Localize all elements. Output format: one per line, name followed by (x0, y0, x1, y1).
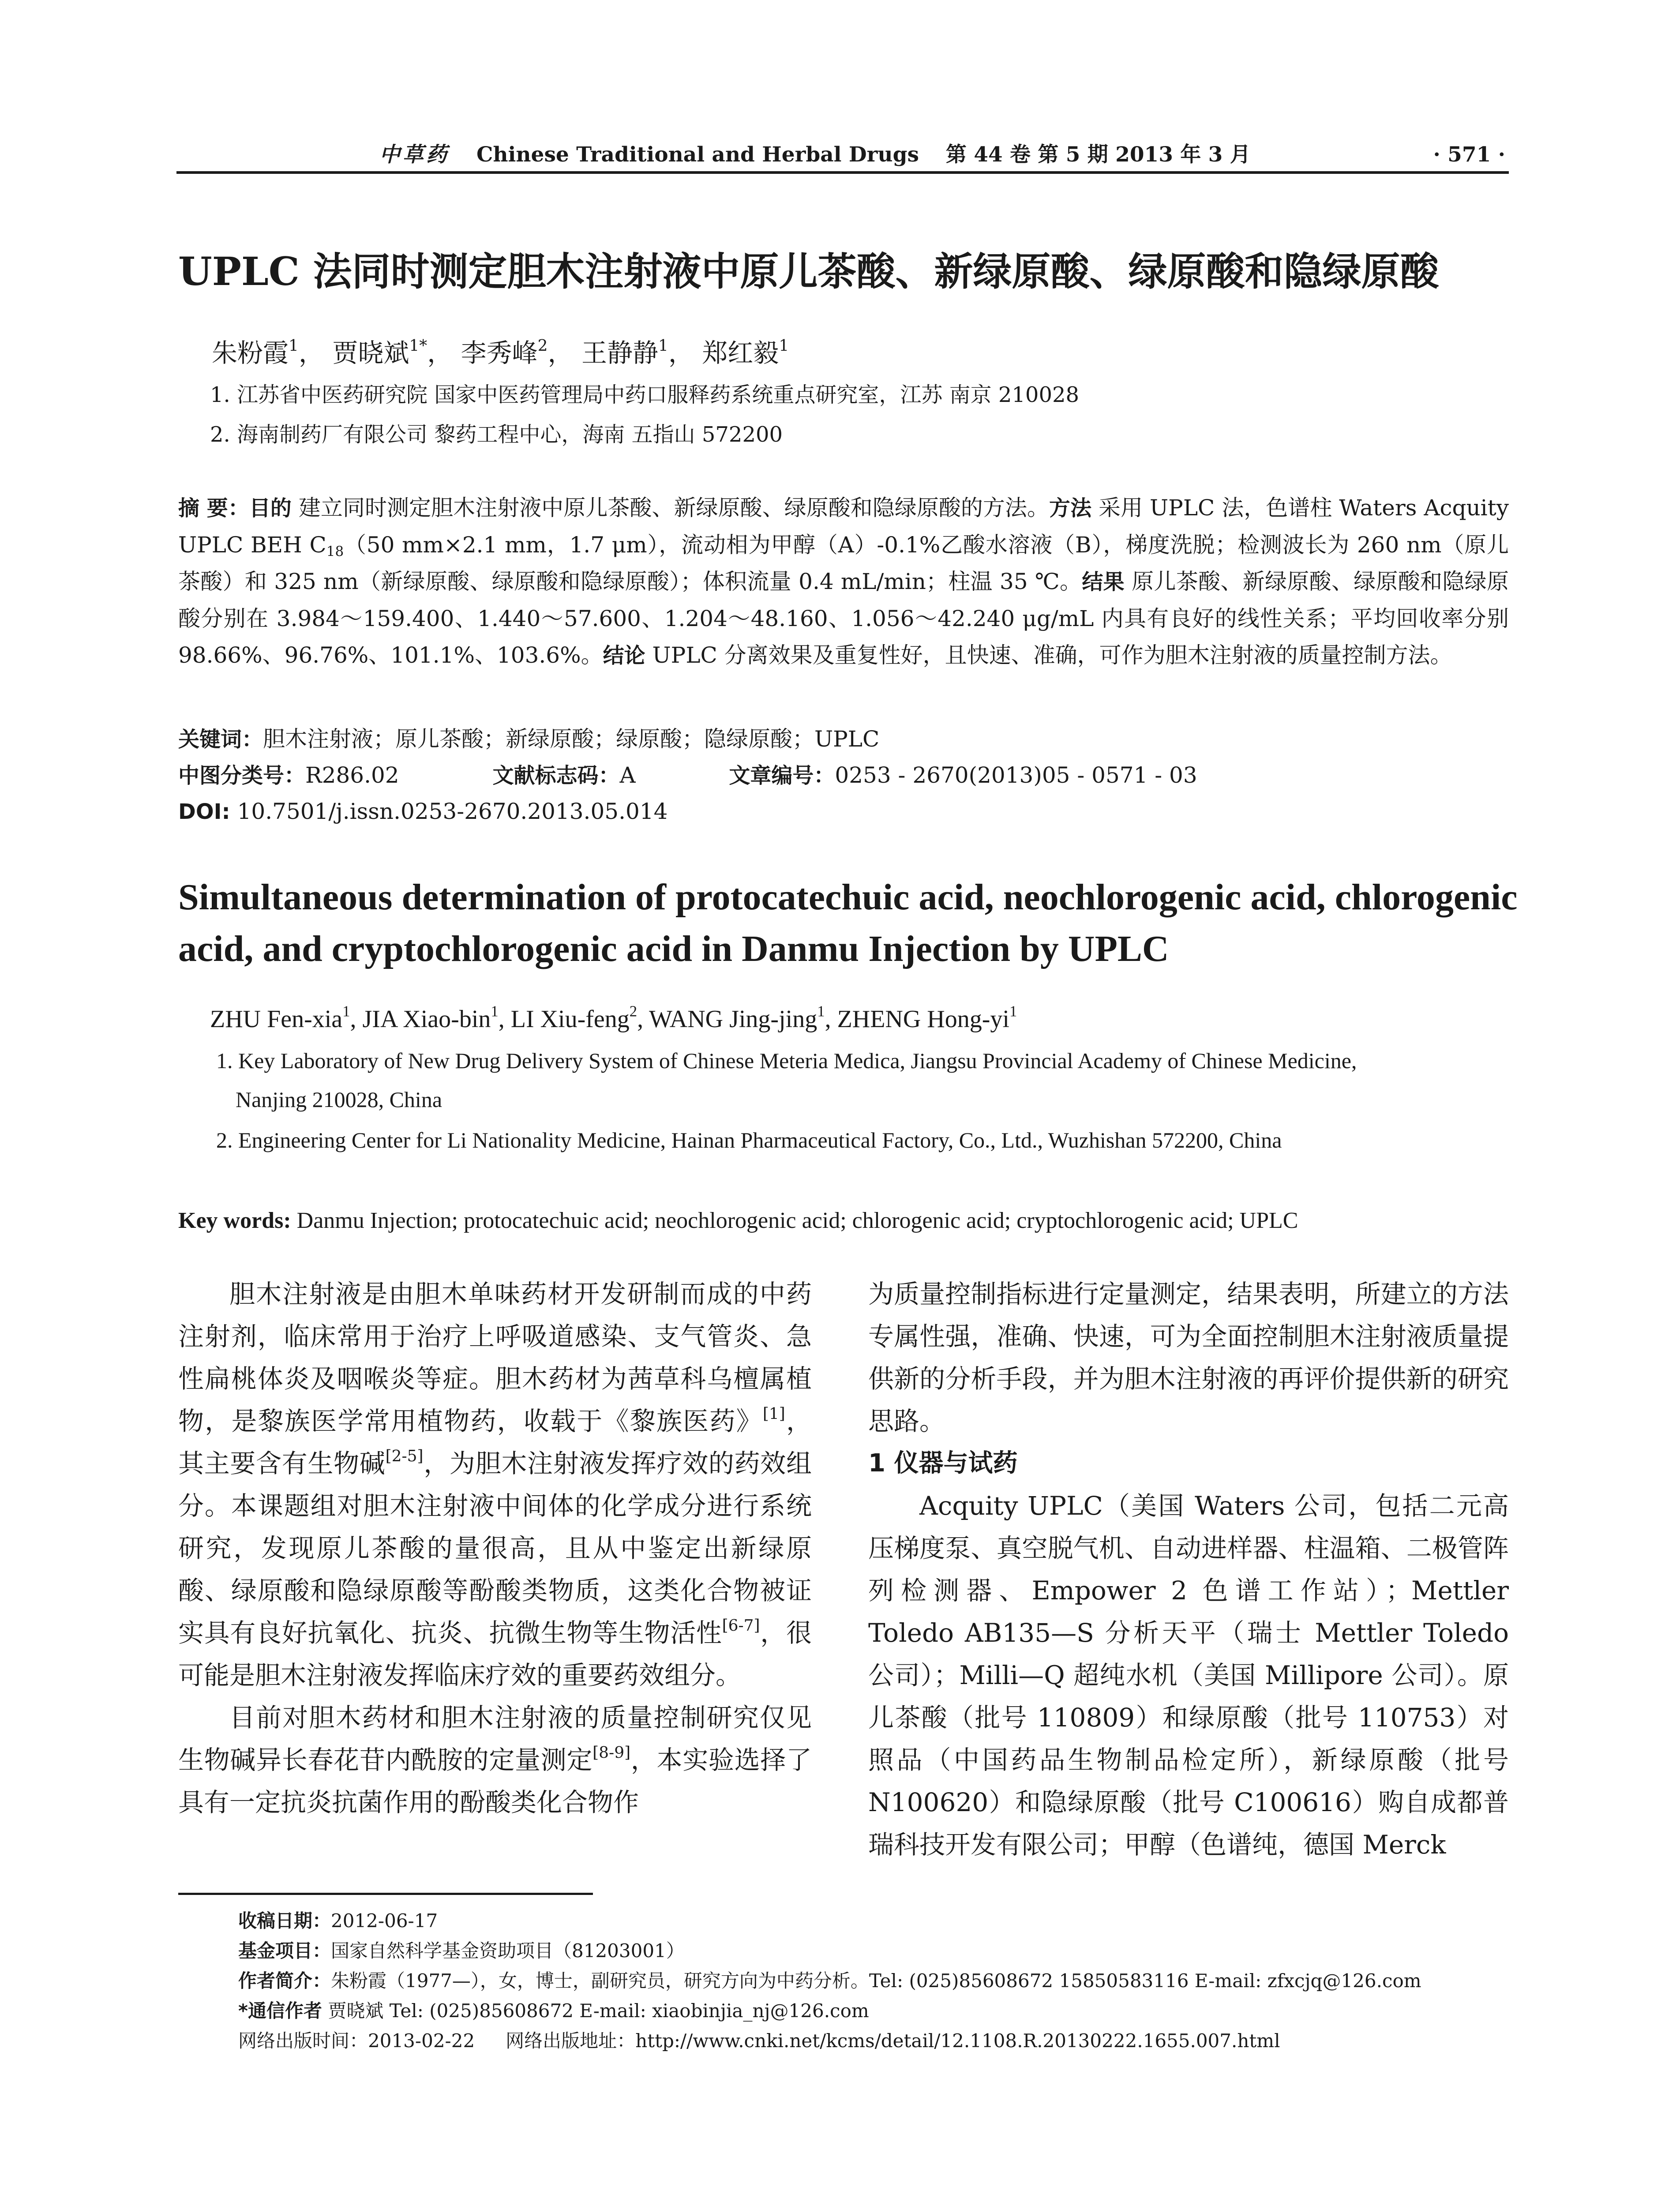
footnote-label: 网络出版地址： (506, 2030, 636, 2052)
abstract-cn (178, 490, 1509, 674)
footnote-value: 2013-02-22 (368, 2030, 475, 2052)
abstract-purpose: 建立同时测定胆木注射液中原儿茶酸、新绿原酸、绿原酸和隐绿原酸的方法。 (298, 495, 1050, 521)
authors-cn: 朱粉霞$^1$， 贾晓斌$^{1*}$， 李秀峰$^2$， 王静静$^1$， 郑红毅$^1$ (212, 336, 789, 368)
footnote-label: 收稿日期： (238, 1910, 331, 1932)
article-number-value: 0253 - 2670(2013)05 - 0571 - 03 (835, 762, 1197, 788)
article-number-label: 文章编号： (729, 763, 835, 788)
author-aff-mark: 1 (342, 1002, 350, 1020)
title-en: Simultaneous determination of protocatechuic acid, neochlorogenic acid, chlorogenic acid, and cryptochlorogenic acid in Danmu Injection by UPLC (178, 877, 1518, 969)
clc-value: R286.02 (305, 762, 399, 788)
paragraph-text: ，本实验选择了具有一定抗炎抗菌作用的酚酸类化合物作 (178, 1745, 812, 1817)
footnote-url[interactable]: http://www.cnki.net/kcms/detail/12.1108.R.20130222.1655.007.html (635, 2030, 1280, 2052)
journal-logo-cn: 中草药 (379, 143, 450, 167)
keywords-cn-label: 关键词： (178, 727, 263, 752)
author-aff-mark: 1 (289, 336, 299, 355)
body-left-column (178, 1273, 812, 1823)
paragraph-text: ，其主要含有生物碱 (178, 1406, 812, 1478)
keywords-cn-value: 胆木注射液；原儿茶酸；新绿原酸；绿原酸；隐绿原酸；UPLC (263, 726, 880, 752)
purpose-label: 目的 (249, 496, 292, 521)
footnotes (238, 1906, 1421, 2056)
abstract-conclusion: UPLC 分离效果及重复性好，且快速、准确，可作为胆木注射液的质量控制方法。 (652, 642, 1452, 668)
paragraph-text: 目前对胆木药材和胆木注射液的质量控制研究仅见生物碱异长春花苷内酰胺的定量测定 (178, 1703, 812, 1775)
affiliation-en-1-line1: 1. Key Laboratory of New Drug Delivery System of Chinese Meteria Medica, Jiangsu Provincial Academy of Chinese Medicine, (216, 1048, 1357, 1073)
author-aff-mark: 1 (1009, 1002, 1017, 1020)
footnote-label: *通信作者 (238, 2000, 322, 2022)
classification-line (178, 760, 1197, 791)
clc-label: 中图分类号： (178, 763, 306, 788)
keywords-en-label: Key words: (178, 1208, 291, 1233)
author-en: JIA Xiao-bin (362, 1005, 491, 1033)
author-aff-mark: 2 (537, 336, 548, 355)
footnote-label: 基金项目： (238, 1940, 331, 1962)
author-cn: 朱粉霞 (212, 338, 289, 368)
author-aff-mark: 1* (409, 336, 428, 355)
paragraph: 为质量控制指标进行定量测定，结果表明，所建立的方法专属性强，准确、快速，可为全面控制胆木注射液质量提供新的分析手段，并为胆木注射液的再评价提供新的研究思路。 (868, 1279, 1509, 1436)
paragraph-text: ，为胆木注射液发挥疗效的药效组分。本课题组对胆木注射液中间体的化学成分进行系统研究，发现原儿茶酸的量很高，且从中鉴定出新绿原酸、绿原酸和隐绿原酸等酚酸类物质，这类化合物被证实具有良好抗氧化、抗炎、抗微生物等生物活性 (178, 1448, 812, 1648)
journal-name-en: Chinese Traditional and Herbal Drugs (476, 143, 919, 167)
author-en: LI Xiu-feng (510, 1005, 630, 1033)
title-cn: UPLC 法同时测定胆木注射液中原儿茶酸、新绿原酸、绿原酸和隐绿原酸 (178, 248, 1439, 294)
citation[interactable]: [2-5] (385, 1447, 424, 1465)
abstract-result: 原儿茶酸、新绿原酸、绿原酸和隐绿原酸分别在 3.984～159.400、1.440～57.600、1.204～48.160、1.056～42.240 μg/mL 内具有良好的线性关系；平均回收率分别 98.66%、96.76%、101.1%、103.6%。 (178, 569, 1509, 668)
method-label: 方法 (1049, 496, 1092, 521)
section-heading: 1 仪器与试药 (868, 1449, 1018, 1478)
footnote-value: 2012-06-17 (331, 1910, 438, 1932)
issue-info: 第 44 卷 第 5 期 2013 年 3 月 (945, 143, 1251, 167)
abstract-method-subscript: 18 (326, 543, 344, 559)
citation[interactable]: [1] (762, 1404, 785, 1423)
affiliation-en-1 (216, 1041, 1522, 1119)
result-label: 结果 (1082, 570, 1125, 594)
affiliation-en-1-line2: Nanjing 210028, China (236, 1087, 442, 1112)
doi-line (178, 796, 668, 827)
author-cn: 贾晓斌 (332, 338, 409, 368)
keywords-en (178, 1204, 1298, 1237)
author-en: WANG Jing-jing (649, 1005, 818, 1033)
abstract-method: 采用 UPLC 法，色谱柱 Waters Acquity UPLC BEH C (178, 495, 1509, 558)
footnote-value: 国家自然科学基金资助项目（81203001） (331, 1940, 685, 1962)
paragraph (178, 1696, 812, 1823)
affiliation-cn-1: 1. 江苏省中医药研究院 国家中医药管理局中药口服释药系统重点研究室，江苏 南京 210028 (210, 383, 1080, 407)
doc-code-value: A (619, 762, 636, 788)
abstract-label: 摘 要： (178, 496, 249, 521)
doi-label: DOI: (178, 799, 230, 824)
footnote-corresponding (238, 1996, 1421, 2026)
doi-value[interactable]: 10.7501/j.issn.0253-2670.2013.05.014 (237, 799, 668, 824)
author-cn: 李秀峰 (461, 338, 538, 368)
author-aff-mark: 1 (491, 1002, 499, 1020)
footnote-received (238, 1906, 1421, 1936)
paragraph: Acquity UPLC（美国 Waters 公司，包括二元高压梯度泵、真空脱气机、自动进样器、柱温箱、二极管阵列检测器、Empower 2 色谱工作站）；Mettler Toledo AB135—S 分析天平（瑞士 Mettler Toledo 公司）；Milli—Q 超纯水机（美国 Millipore 公司）。原儿茶酸（批号 110809）和绿原酸（批号 110753）对照品（中国药品生物制品检定所），新绿原酸（批号 N100620）和隐绿原酸（批号 C100616）购自成都普瑞科技开发有限公司；甲醇（色谱纯，德国 Merck (868, 1491, 1509, 1860)
footnote-fund (238, 1936, 1421, 1966)
affiliation-cn-2: 2. 海南制药厂有限公司 黎药工程中心，海南 五指山 572200 (210, 422, 783, 447)
author-cn: 郑红毅 (702, 338, 779, 368)
author-aff-mark: 2 (629, 1002, 638, 1020)
authors-en: ZHU Fen-xia$^1$, JIA Xiao-bin$^1$, LI Xiu-feng$^2$, WANG Jing-jing$^1$, ZHENG Hong-$yi^1$ (210, 1002, 1017, 1033)
citation[interactable]: [6-7] (722, 1616, 760, 1635)
affiliation-en-2-line1: 2. Engineering Center for Li Nationality Medicine, Hainan Pharmaceutical Factory, Co., Ltd., Wuzhishan 572200, China (216, 1128, 1282, 1152)
keywords-en-value: Danmu Injection; protocatechuic acid; neochlorogenic acid; chlorogenic acid; cryptochlorogenic acid; UPLC (296, 1208, 1298, 1233)
author-en: ZHU Fen-xia (210, 1005, 343, 1033)
footnote-author (238, 1966, 1421, 1996)
footnote-divider (178, 1893, 593, 1895)
paragraph-text: ，很可能是胆木注射液发挥临床疗效的重要药效组分。 (178, 1618, 812, 1690)
footnote-online (238, 2026, 1421, 2056)
author-cn: 王静静 (581, 338, 658, 368)
footnote-label: 网络出版时间： (238, 2030, 368, 2052)
conclusion-label: 结论 (603, 643, 645, 668)
footnote-label: 作者简介： (238, 1970, 331, 1992)
footnote-value: 贾晓斌 Tel: (025)85608672 E-mail: xiaobinjia_nj@126.com (328, 2000, 869, 2022)
author-aff-mark: 1 (779, 336, 789, 355)
paragraph (178, 1273, 812, 1696)
author-aff-mark: 1 (658, 336, 668, 355)
abstract-method-cont: （50 mm×2.1 mm，1.7 μm），流动相为甲醇（A）-0.1%乙酸水溶液（B），梯度洗脱；检测波长为 260 nm（原儿茶酸）和 325 nm（新绿原酸、绿原酸和隐绿原酸）；体积流量 0.4 mL/min；柱温 35 ℃。 (178, 532, 1509, 594)
citation[interactable]: [8-9] (592, 1743, 631, 1762)
page-number: · 571 · (1433, 143, 1505, 167)
affiliation-en-2 (216, 1121, 1522, 1159)
author-en: ZHENG Hong-yi (837, 1005, 1009, 1033)
body-right-column (868, 1273, 1509, 1866)
running-header (176, 140, 1509, 174)
author-aff-mark: 1 (817, 1002, 825, 1020)
paragraph-text: 胆木注射液是由胆木单味药材开发研制而成的中药注射剂，临床常用于治疗上呼吸道感染、支气管炎、急性扁桃体炎及咽喉炎等症。胆木药材为茜草科乌檀属植物，是黎族医学常用植物药，收载于《黎族医药》 (178, 1279, 812, 1436)
footnote-value: 朱粉霞（1977—），女，博士，副研究员，研究方向为中药分析。Tel: (025)85608672 15850583116 E-mail: zfxcjq@126.com (331, 1970, 1421, 1992)
keywords-cn (178, 724, 879, 755)
doc-code-label: 文献标志码： (492, 763, 620, 788)
